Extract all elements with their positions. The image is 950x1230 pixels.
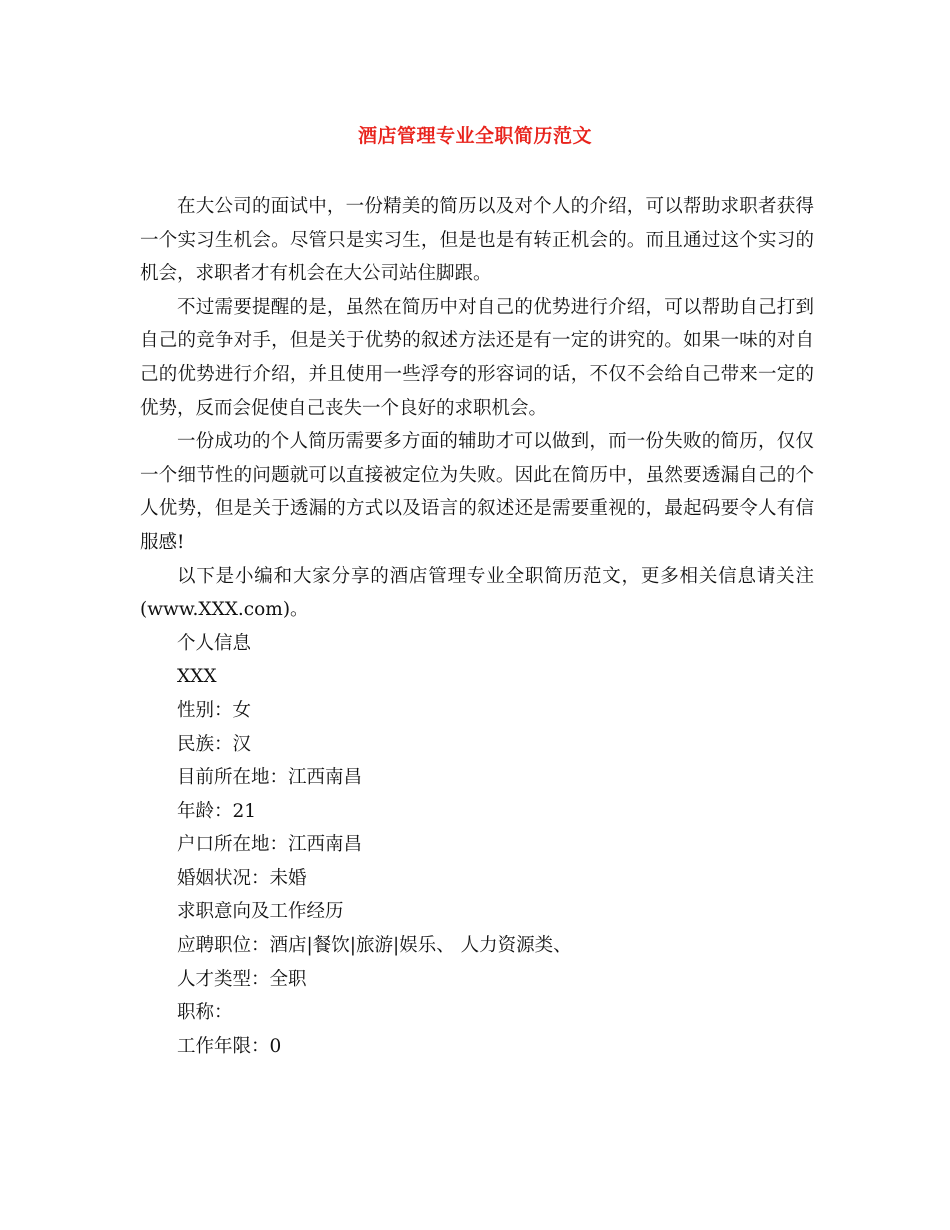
- advice-paragraph: 不过需要提醒的是，虽然在简历中对自己的优势进行介绍，可以帮助自己打到自己的竞争对手，但是关于优势的叙述方法还是有一定的讲究的。如果一味的对自己的优势进行介绍，并且使用一些浮夸的形容词的话，不仅不会给自己带来一定的优势，反而会促使自己丧失一个良好的求职机会。: [140, 296, 814, 419]
- share-paragraph: 以下是小编和大家分享的酒店管理专业全职简历范文，更多相关信息请关注(www.XXX.com)。: [140, 565, 814, 621]
- field-name: XXX: [177, 666, 217, 688]
- field-gender: 性别：女: [177, 699, 252, 721]
- intro-paragraph: 在大公司的面试中，一份精美的简历以及对个人的介绍，可以帮助求职者获得一个实习生机会。尽管只是实习生，但是也是有转正机会的。而且通过这个实习的机会，求职者才有机会在大公司站住脚跟。: [140, 196, 814, 285]
- success-paragraph: 一份成功的个人简历需要多方面的辅助才可以做到，而一份失败的简历，仅仅一个细节性的问题就可以直接被定位为失败。因此在简历中，虽然要透漏自己的个人优势，但是关于透漏的方式以及语言的叙述还是需要重视的，最起码要令人有信服感!: [140, 431, 814, 553]
- field-work-years: 工作年限：0: [177, 1035, 282, 1057]
- field-job-title: 职称：: [177, 1002, 233, 1024]
- field-age: 年龄：21: [177, 800, 257, 822]
- field-talent-type: 人才类型：全职: [177, 968, 307, 990]
- section-heading-personal-info: 个人信息: [177, 632, 252, 654]
- document-body: [140, 190, 814, 1063]
- field-ethnicity: 民族：汉: [177, 733, 252, 755]
- field-household-registration: 户口所在地：江西南昌: [177, 834, 363, 856]
- field-marital-status: 婚姻状况：未婚: [177, 867, 307, 889]
- field-current-location: 目前所在地：江西南昌: [177, 767, 363, 789]
- document-title: 酒店管理专业全职简历范文: [357, 125, 592, 147]
- field-desired-position: 应聘职位：酒店|餐饮|旅游|娱乐、 人力资源类、: [177, 935, 572, 957]
- section-heading-job-intention: 求职意向及工作经历: [177, 901, 344, 923]
